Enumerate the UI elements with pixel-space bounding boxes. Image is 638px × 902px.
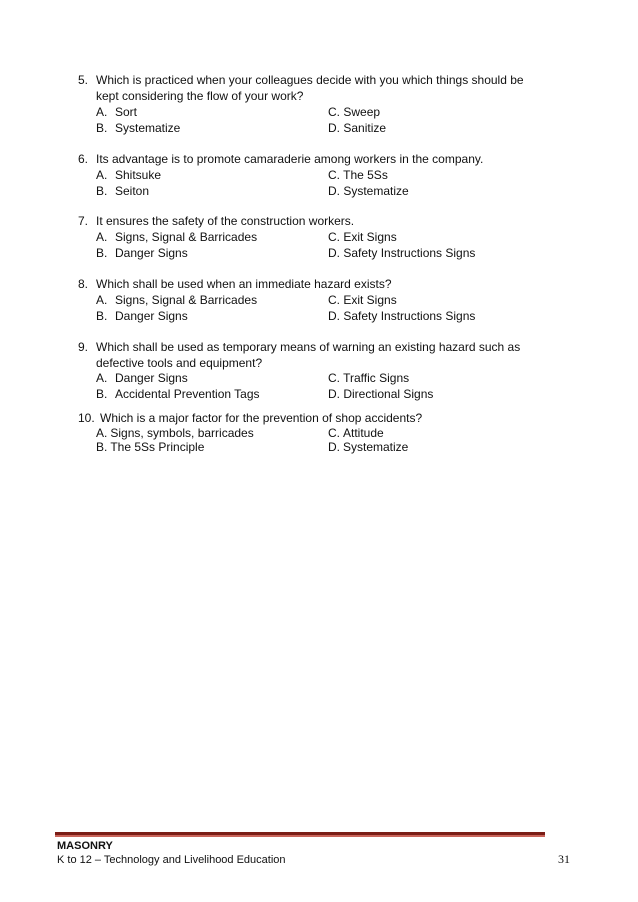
option-text: Safety Instructions Signs [343, 246, 476, 260]
option-a [96, 292, 257, 308]
question-stem [96, 72, 536, 104]
footer-subtitle: K to 12 – Technology and Livelihood Education [57, 854, 286, 866]
option-letter: C. [328, 105, 340, 119]
option-d [328, 120, 386, 136]
option-d [328, 183, 409, 199]
option-letter: D. [328, 121, 340, 135]
option-letter: B. [96, 387, 108, 401]
option-letter: C. [328, 168, 340, 182]
question-stem-line: Which is a major factor for the prevention of shop accidents? [100, 411, 423, 425]
option-d [328, 386, 433, 402]
option-c [328, 167, 388, 183]
option-letter: C. [328, 230, 340, 244]
option-a [96, 167, 161, 183]
option-letter: C. [328, 293, 340, 307]
option-text: Signs, Signal & Barricades [115, 230, 258, 244]
option-text: Directional Signs [343, 387, 434, 401]
option-letter: A. [96, 426, 108, 440]
footer-title: MASONRY [57, 840, 113, 852]
option-b [96, 245, 188, 261]
question-number: 5. [78, 73, 89, 87]
option-c [328, 292, 397, 308]
option-d [328, 245, 475, 261]
option-letter: A. [96, 105, 108, 119]
question-number: 6. [78, 152, 89, 166]
option-letter: A. [96, 230, 108, 244]
option-b [96, 439, 204, 455]
question-stem [96, 339, 536, 371]
option-text: Signs, symbols, barricades [110, 426, 254, 440]
option-letter: B. [96, 184, 108, 198]
option-b [96, 386, 260, 402]
option-text: The 5Ss [343, 168, 388, 182]
question-stem-line: Which is practiced when your colleagues decide with you which things should be [96, 73, 524, 87]
option-b [96, 183, 149, 199]
question-number: 10. [78, 411, 95, 425]
question-number: 8. [78, 277, 89, 291]
option-letter: A. [96, 371, 108, 385]
option-letter: C. [328, 371, 340, 385]
option-a [96, 229, 257, 245]
question-stem-line: Which shall be used as temporary means of warning an existing hazard such as [96, 340, 521, 354]
option-text: Sort [115, 105, 138, 119]
option-b [96, 308, 188, 324]
option-b [96, 120, 180, 136]
option-text: Danger Signs [115, 309, 188, 323]
option-text: Exit Signs [343, 230, 397, 244]
question-stem [96, 213, 536, 229]
footer-divider-accent [55, 835, 545, 837]
option-text: Attitude [343, 426, 384, 440]
question-number: 9. [78, 340, 89, 354]
option-a [96, 370, 188, 386]
option-text: Danger Signs [115, 246, 188, 260]
question-stem [96, 151, 536, 167]
option-letter: D. [328, 309, 340, 323]
option-letter: B. [96, 440, 108, 454]
option-text: Systematize [115, 121, 181, 135]
option-letter: B. [96, 309, 108, 323]
option-text: Sanitize [343, 121, 387, 135]
question-stem-line: kept considering the flow of your work? [96, 89, 304, 103]
question-stem-line: Its advantage is to promote camaraderie among workers in the company. [96, 152, 484, 166]
option-text: Signs, Signal & Barricades [115, 293, 258, 307]
option-c [328, 104, 380, 120]
option-text: Exit Signs [343, 293, 397, 307]
option-text: The 5Ss Principle [110, 440, 205, 454]
option-letter: D. [328, 440, 340, 454]
option-letter: A. [96, 293, 108, 307]
question-stem [96, 276, 536, 292]
question-stem-line: defective tools and equipment? [96, 356, 263, 370]
question-stem-line: Which shall be used when an immediate hazard exists? [96, 277, 392, 291]
option-text: Systematize [343, 440, 409, 454]
question-stem-line: It ensures the safety of the construction workers. [96, 214, 355, 228]
question-number: 7. [78, 214, 89, 228]
option-text: Shitsuke [115, 168, 162, 182]
option-letter: B. [96, 246, 108, 260]
option-text: Traffic Signs [343, 371, 410, 385]
option-text: Seiton [115, 184, 150, 198]
option-c [328, 370, 409, 386]
option-text: Systematize [343, 184, 409, 198]
page-number: 31 [558, 852, 570, 866]
option-a [96, 104, 137, 120]
option-text: Danger Signs [115, 371, 188, 385]
option-d [328, 308, 475, 324]
option-letter: D. [328, 387, 340, 401]
option-letter: D. [328, 184, 340, 198]
option-text: Sweep [343, 105, 381, 119]
option-text: Safety Instructions Signs [343, 309, 476, 323]
option-c [328, 229, 397, 245]
option-letter: B. [96, 121, 108, 135]
question-stem [100, 410, 540, 426]
option-d [328, 439, 408, 455]
option-text: Accidental Prevention Tags [115, 387, 260, 401]
option-letter: C. [328, 426, 340, 440]
option-letter: A. [96, 168, 108, 182]
option-letter: D. [328, 246, 340, 260]
